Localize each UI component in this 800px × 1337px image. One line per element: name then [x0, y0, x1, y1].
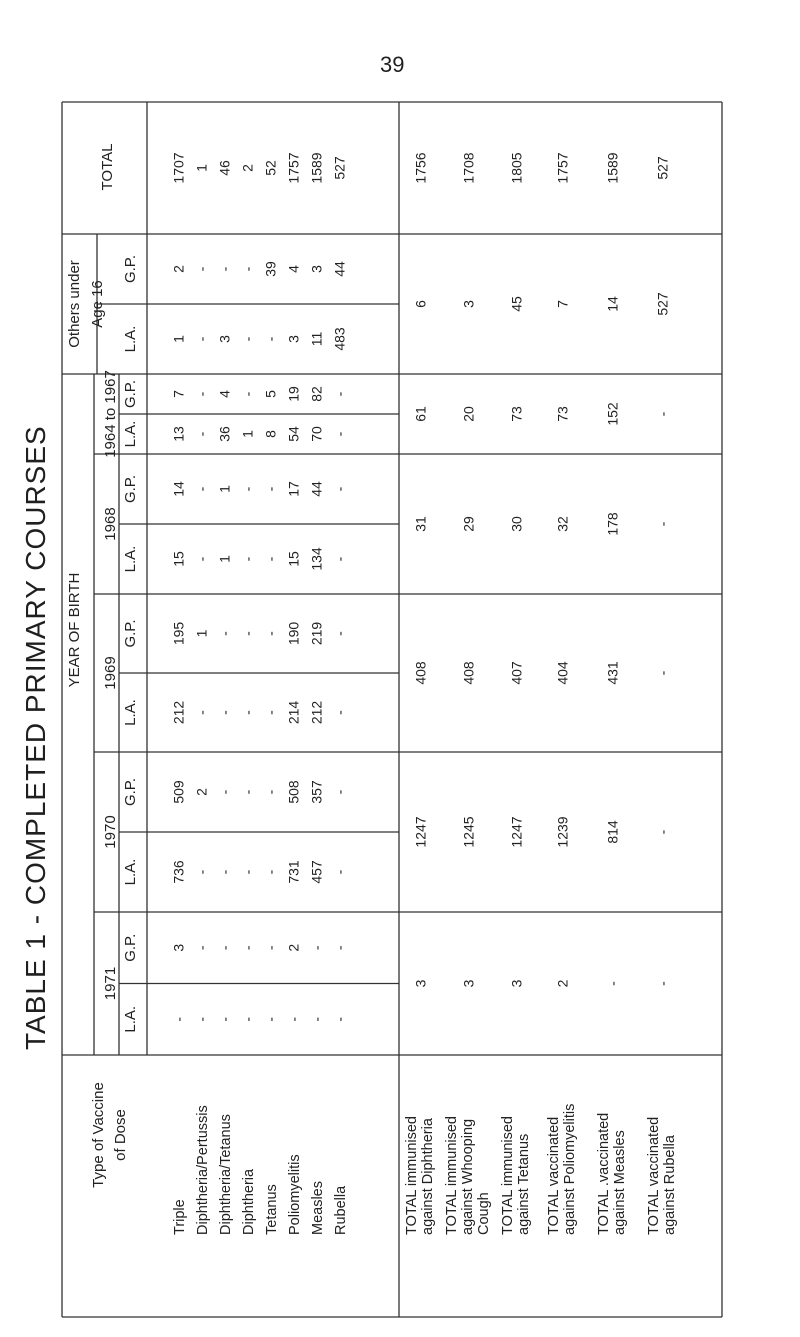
cell-1971_gp: -: [216, 945, 233, 951]
gp-header: G.P.: [121, 933, 139, 962]
cell-6467_la: 8: [262, 430, 279, 438]
cell-1971_gp: -: [331, 945, 348, 951]
type-of-vaccine-header: Type of Vaccine: [89, 1082, 107, 1188]
totals-cell: 3: [460, 979, 477, 988]
total-header: TOTAL: [98, 143, 116, 191]
gp-header: G.P.: [121, 254, 139, 284]
totals-row-label: against Tetanus: [515, 1133, 532, 1235]
cell-1969_la: -: [331, 710, 348, 715]
cell-6467_la: 54: [285, 426, 302, 442]
totals-row-label: TOTAL vaccinated: [545, 1116, 562, 1235]
totals-row-label: TOTAL vaccinated: [645, 1116, 662, 1235]
cell-6467_gp: -: [239, 391, 256, 397]
cell-1969_gp: -: [262, 631, 279, 636]
cell-1971_gp: 2: [285, 943, 302, 952]
cell-1968_gp: -: [239, 486, 256, 492]
cell-1968_la: -: [331, 556, 348, 562]
year-of-birth-header: YEAR OF BIRTH: [65, 572, 83, 688]
cell-6467_la: -: [193, 431, 210, 437]
totals-cell: 1239: [554, 816, 571, 848]
cell-1968_gp: -: [331, 486, 348, 492]
year-label-1969: 1969: [101, 656, 119, 690]
cell-1970_gp: 508: [285, 780, 302, 804]
totals-cell: 20: [460, 406, 477, 422]
cell-1970_gp: -: [262, 789, 279, 795]
cell-1971_gp: -: [308, 945, 325, 951]
cell-others_la: -: [239, 336, 256, 342]
cell-others_gp: 39: [262, 261, 279, 277]
totals-row-label: against Diphtheria: [419, 1118, 436, 1235]
cell-1968_la: -: [239, 556, 256, 562]
cell-1971_la: -: [331, 1016, 348, 1022]
cell-6467_gp: 4: [216, 390, 233, 398]
totals-cell: 73: [508, 406, 525, 422]
cell-1971_gp: -: [193, 945, 210, 951]
la-header: L.A.: [121, 1005, 139, 1033]
cell-others_gp: 4: [285, 265, 302, 273]
totals-cell: 7: [554, 300, 571, 308]
cell-6467_la: 70: [308, 426, 325, 442]
totals-cell: 3: [412, 979, 429, 988]
totals-row-label: TOTAL immunised: [499, 1116, 516, 1235]
cell-1971_la: -: [285, 1016, 302, 1022]
cell-6467_gp: 5: [262, 390, 279, 398]
cell-6467_la: -: [331, 431, 348, 437]
cell-others_la: -: [193, 336, 210, 342]
cell-1969_la: 212: [170, 700, 187, 725]
cell-1968_la: -: [262, 556, 279, 562]
cell-others_gp: -: [216, 266, 233, 272]
cell-1968_gp: 14: [170, 481, 187, 497]
page-number: 39: [380, 52, 405, 77]
cell-1970_gp: 2: [193, 788, 210, 796]
cell-1968_gp: 44: [308, 481, 325, 497]
cell-6467_gp: 7: [170, 390, 187, 398]
cell-1970_la: 457: [308, 860, 325, 884]
cell-1969_gp: -: [216, 631, 233, 636]
cell-1971_la: -: [262, 1016, 279, 1022]
totals-cell: 61: [412, 406, 429, 422]
cell-1968_gp: -: [193, 486, 210, 492]
cell-others_gp: -: [239, 266, 256, 272]
others-header: Age 16: [88, 280, 106, 328]
cell-1970_gp: 509: [170, 780, 187, 804]
cell-others_la: 3: [216, 335, 233, 343]
totals-cell: 31: [412, 516, 429, 532]
cell-1969_la: 212: [308, 700, 325, 725]
cell-1969_la: -: [239, 710, 256, 715]
totals-cell: 408: [460, 661, 477, 685]
vaccine-row-label: Triple: [171, 1199, 188, 1235]
cell-1969_gp: -: [331, 631, 348, 636]
cell-1970_la: -: [262, 869, 279, 875]
cell-others_la: -: [262, 336, 279, 342]
totals-cell: -: [654, 411, 671, 417]
totals-cell: 14: [604, 296, 621, 312]
cell-total: 52: [262, 160, 279, 176]
cell-1968_la: 1: [216, 555, 233, 563]
gp-header: G.P.: [121, 619, 139, 648]
cell-1971_gp: -: [262, 945, 279, 951]
vaccine-row-label: Diphtheria: [240, 1168, 257, 1235]
vaccine-row-label: Diphtheria/Tetanus: [217, 1114, 234, 1235]
cell-1969_gp: 190: [285, 621, 302, 646]
cell-1970_gp: -: [239, 789, 256, 795]
totals-cell: 527: [654, 292, 671, 316]
cell-1969_gp: 1: [193, 629, 210, 638]
totals-row-label: TOTAL immunised: [403, 1116, 420, 1235]
totals-cell: -: [654, 981, 671, 986]
totals-cell: 1757: [554, 152, 571, 184]
year-label-1968: 1968: [101, 507, 119, 541]
cell-1970_gp: -: [216, 789, 233, 795]
cell-1970_la: 736: [170, 860, 187, 884]
cell-6467_gp: -: [193, 391, 210, 397]
type-of-vaccine-header: of Dose: [111, 1109, 129, 1161]
cell-1969_la: 214: [285, 700, 302, 725]
cell-1971_la: -: [216, 1016, 233, 1022]
cell-total: 1757: [285, 152, 302, 184]
totals-cell: 408: [412, 661, 429, 685]
gp-header: G.P.: [121, 777, 139, 807]
totals-cell: 527: [654, 156, 671, 180]
cell-others_la: 11: [308, 331, 325, 347]
vaccine-row-label: Tetanus: [263, 1184, 280, 1235]
cell-6467_gp: -: [331, 391, 348, 397]
cell-others_gp: 2: [170, 265, 187, 273]
cell-total: 1707: [170, 152, 187, 184]
totals-row-label: against Whooping: [459, 1118, 476, 1235]
totals-cell: 178: [604, 512, 621, 536]
cell-1971_la: -: [193, 1016, 210, 1022]
table-caption: TABLE 1 - COMPLETED PRIMARY COURSES: [20, 425, 51, 1050]
vaccine-row-label: Measles: [309, 1181, 326, 1235]
cell-6467_la: 13: [170, 426, 187, 442]
totals-cell: 73: [554, 406, 571, 422]
totals-row-label: against Rubella: [661, 1135, 678, 1235]
totals-cell: 29: [460, 516, 477, 532]
totals-cell: 3: [508, 979, 525, 988]
la-header: L.A.: [121, 545, 139, 573]
year-label-6467: 1964 to 1967: [101, 370, 119, 458]
cell-1970_la: 731: [285, 860, 302, 884]
totals-cell: 1247: [508, 816, 525, 848]
totals-cell: 152: [604, 402, 621, 426]
cell-1970_gp: 357: [308, 780, 325, 804]
cell-1969_la: -: [216, 710, 233, 715]
completed-primary-courses-table: [37, 82, 765, 1320]
cell-6467_la: 36: [216, 426, 233, 442]
cell-6467_la: 1: [239, 430, 256, 438]
others-header: Others under: [65, 260, 83, 348]
cell-total: 1: [193, 164, 210, 172]
totals-row-label: against Poliomyelitis: [561, 1103, 578, 1235]
cell-1968_la: 134: [308, 547, 325, 571]
vaccine-row-label: Poliomyelitis: [286, 1154, 303, 1235]
cell-others_gp: 44: [331, 261, 348, 277]
totals-cell: 431: [604, 661, 621, 685]
year-label-1970: 1970: [101, 815, 119, 849]
totals-cell: 3: [460, 300, 477, 308]
cell-1969_gp: 219: [308, 621, 325, 646]
cell-1969_la: -: [262, 710, 279, 715]
cell-1968_la: -: [193, 556, 210, 562]
cell-1970_la: -: [331, 869, 348, 875]
totals-cell: 404: [554, 661, 571, 685]
cell-total: 46: [216, 160, 233, 176]
totals-cell: -: [604, 981, 621, 986]
cell-1968_gp: 1: [216, 485, 233, 493]
totals-cell: -: [654, 829, 671, 835]
cell-1971_gp: 3: [170, 943, 187, 952]
totals-cell: 1247: [412, 816, 429, 848]
cell-1968_gp: 17: [285, 481, 302, 497]
la-header: L.A.: [121, 420, 139, 448]
cell-others_gp: 3: [308, 265, 325, 273]
cell-6467_gp: 19: [285, 386, 302, 402]
totals-cell: 30: [508, 516, 525, 532]
la-header: L.A.: [121, 858, 139, 886]
cell-6467_gp: 82: [308, 386, 325, 402]
totals-cell: 1589: [604, 152, 621, 184]
table-grid: [37, 82, 765, 1320]
cell-total: 1589: [308, 152, 325, 184]
la-header: L.A.: [121, 325, 139, 353]
totals-cell: 407: [508, 661, 525, 685]
la-header: L.A.: [121, 699, 139, 726]
totals-cell: 6: [412, 300, 429, 308]
totals-cell: 1708: [460, 152, 477, 184]
cell-1970_la: -: [216, 869, 233, 875]
totals-cell: 1756: [412, 152, 429, 184]
cell-1970_gp: -: [331, 789, 348, 795]
totals-row-label: TOTAL .vaccinated: [595, 1112, 612, 1235]
totals-cell: 1805: [508, 152, 525, 184]
cell-others_gp: -: [193, 266, 210, 272]
totals-cell: 814: [604, 820, 621, 844]
totals-cell: -: [654, 670, 671, 676]
cell-1968_la: 15: [170, 551, 187, 567]
totals-cell: 45: [508, 296, 525, 312]
totals-row-label: against Measles: [611, 1130, 628, 1235]
totals-cell: 2: [554, 979, 571, 988]
vaccine-row-label: Rubella: [332, 1185, 349, 1235]
cell-1968_la: 15: [285, 551, 302, 567]
totals-row-label: TOTAL immunised: [443, 1116, 460, 1235]
cell-1969_gp: 195: [170, 621, 187, 646]
cell-others_la: 1: [170, 335, 187, 343]
cell-1971_gp: -: [239, 945, 256, 951]
year-label-1971: 1971: [101, 966, 119, 1001]
gp-header: G.P.: [121, 474, 139, 504]
totals-row-label: Cough: [475, 1192, 492, 1235]
totals-cell: 1245: [460, 816, 477, 848]
cell-1971_la: -: [239, 1016, 256, 1022]
cell-others_la: 3: [285, 335, 302, 343]
cell-1971_la: -: [170, 1016, 187, 1022]
totals-cell: 32: [554, 516, 571, 532]
cell-1969_gp: -: [239, 631, 256, 636]
cell-total: 527: [331, 156, 348, 180]
cell-1971_la: -: [308, 1016, 325, 1022]
cell-others_la: 483: [331, 327, 348, 351]
cell-1970_la: -: [239, 869, 256, 875]
gp-header: G.P.: [121, 379, 139, 409]
totals-cell: -: [654, 521, 671, 527]
cell-total: 2: [239, 164, 256, 172]
vaccine-row-label: Diphtheria/Pertussis: [194, 1105, 211, 1235]
cell-1968_gp: -: [262, 486, 279, 492]
cell-1970_la: -: [193, 869, 210, 875]
cell-1969_la: -: [193, 710, 210, 715]
